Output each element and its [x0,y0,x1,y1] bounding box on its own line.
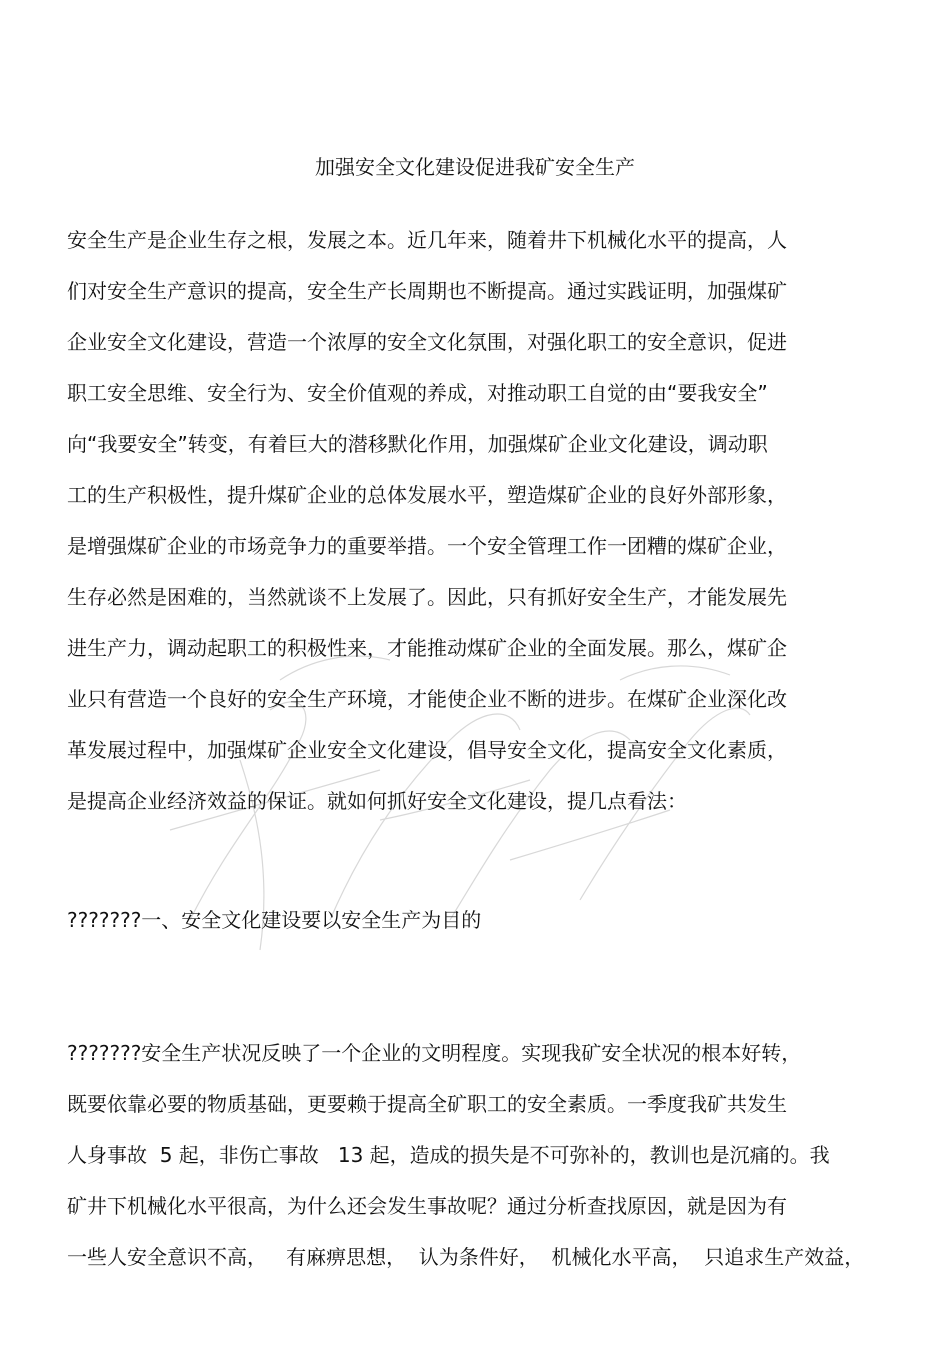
paragraph-line: 是增强煤矿企业的市场竞争力的重要举措。一个安全管理工作一团糟的煤矿企业， [67,534,787,558]
document-title: 加强安全文化建设促进我矿安全生产 [315,155,635,179]
paragraph-line: 一些人安全意识不高， 有麻痹思想， 认为条件好， 机械化水平高， 只追求生产效益， [67,1245,865,1269]
paragraph-line: 既要依靠必要的物质基础，更要赖于提高全矿职工的安全素质。一季度我矿共发生 [67,1092,787,1116]
section-heading: ???????一、安全文化建设要以安全生产为目的 [67,908,482,932]
paragraph-line: 矿井下机械化水平很高，为什么还会发生事故呢？通过分析查找原因，就是因为有 [67,1194,787,1218]
paragraph-line: 进生产力，调动起职工的积极性来，才能推动煤矿企业的全面发展。那么，煤矿企 [67,636,787,660]
paragraph-line: 安全生产是企业生存之根，发展之本。近几年来，随着井下机械化水平的提高，人 [67,228,787,252]
paragraph-line: 工的生产积极性，提升煤矿企业的总体发展水平，塑造煤矿企业的良好外部形象， [67,483,787,507]
paragraph-line: 业只有营造一个良好的安全生产环境，才能使企业不断的进步。在煤矿企业深化改 [67,687,787,711]
paragraph-line: 向“我要安全”转变，有着巨大的潜移默化作用，加强煤矿企业文化建设，调动职 [67,432,768,456]
paragraph-line: 企业安全文化建设，营造一个浓厚的安全文化氛围，对强化职工的安全意识，促进 [67,330,787,354]
paragraph-line: 职工安全思维、安全行为、安全价值观的养成，对推动职工自觉的由“要我安全” [67,381,768,405]
paragraph-line: ???????安全生产状况反映了一个企业的文明程度。实现我矿安全状况的根本好转， [67,1041,802,1065]
paragraph-line: 生存必然是困难的，当然就谈不上发展了。因此，只有抓好安全生产，才能发展先 [67,585,787,609]
paragraph-line: 革发展过程中，加强煤矿企业安全文化建设，倡导安全文化，提高安全文化素质， [67,738,787,762]
paragraph-line: 们对安全生产意识的提高，安全生产长周期也不断提高。通过实践证明，加强煤矿 [67,279,787,303]
paragraph-line: 人身事故 5 起，非伤亡事故 13 起，造成的损失是不可弥补的，教训也是沉痛的。我 [67,1143,830,1167]
paragraph-line: 是提高企业经济效益的保证。就如何抓好安全文化建设，提几点看法： [67,789,687,813]
